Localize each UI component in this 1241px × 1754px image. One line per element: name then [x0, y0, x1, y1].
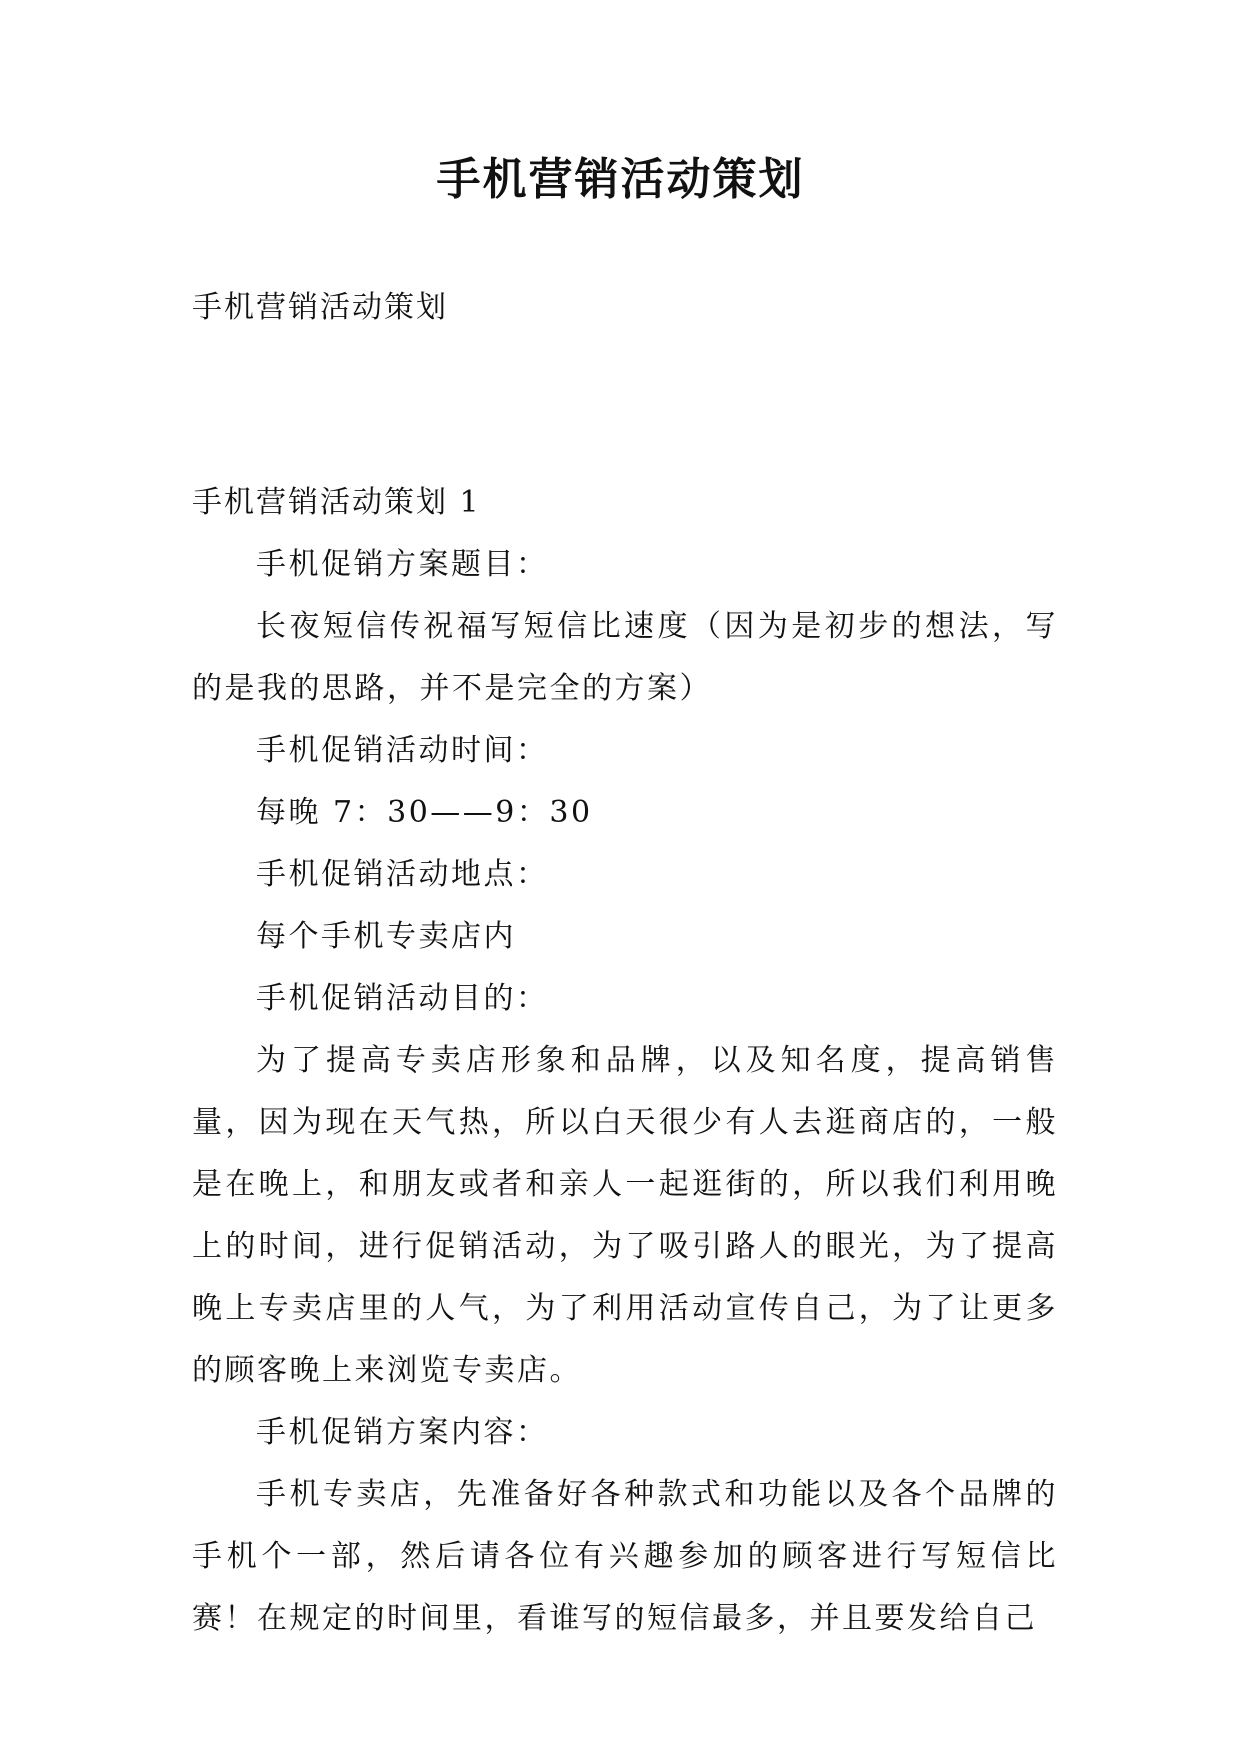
paragraph-location: 每个手机专卖店内 — [256, 919, 516, 954]
section-heading: 手机营销活动策划 1 — [192, 485, 481, 520]
paragraph-purpose: 为了提高专卖店形象和品牌，以及知名度，提高销售量，因为现在天气热，所以白天很少有人去逛商店的，一般是在晚上，和朋友或者和亲人一起逛街的，所以我们利用晚上的时间，进行促销活动，为了吸引路人的眼光，为了提高晚上专卖店里的人气，为了利用活动宣传自己，为了让更多的顾客晚上来浏览专卖店。 — [192, 1043, 1058, 1388]
document-subtitle: 手机营销活动策划 — [192, 290, 448, 325]
paragraph-content-label: 手机促销方案内容： — [256, 1415, 549, 1450]
paragraph-location-label: 手机促销活动地点： — [256, 857, 549, 892]
paragraph-content: 手机专卖店，先准备好各种款式和功能以及各个品牌的手机个一部，然后请各位有兴趣参加的顾客进行写短信比赛！在规定的时间里，看谁写的短信最多，并且要发给自己 — [192, 1477, 1058, 1636]
paragraph-promo-title-label: 手机促销方案题目： — [256, 547, 549, 582]
paragraph-promo-title: 长夜短信传祝福写短信比速度（因为是初步的想法，写的是我的思路，并不是完全的方案） — [192, 609, 1058, 706]
document-title: 手机营销活动策划 — [436, 154, 805, 205]
paragraph-time: 每晚 7：30——9：30 — [256, 795, 593, 830]
paragraph-purpose-label: 手机促销活动目的： — [256, 981, 549, 1016]
document-body — [192, 472, 1058, 1650]
paragraph-time-label: 手机促销活动时间： — [256, 733, 549, 768]
